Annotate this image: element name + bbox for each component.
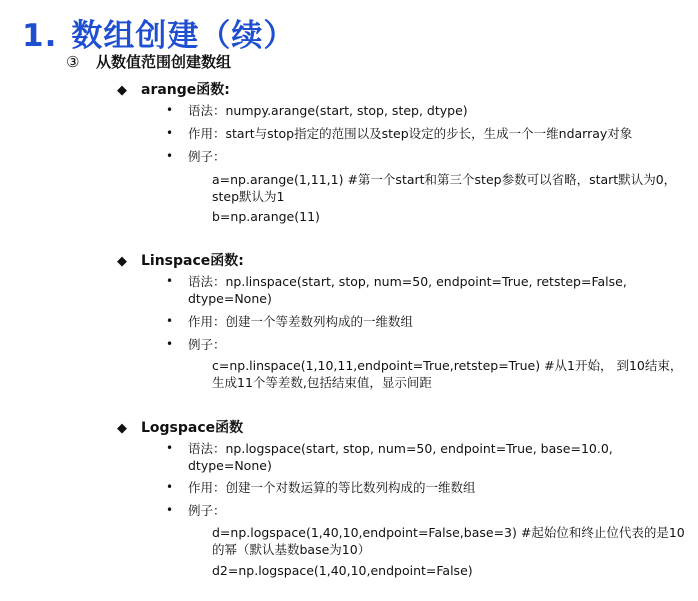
example-code: d=np.logspace(1,40,10,endpoint=False,base=3) #起始位和终止位代表的是10的幂（默认基数base为10）	[212, 525, 685, 557]
page-title	[22, 10, 295, 55]
syntax-text: 语法：numpy.arange(start, stop, step, dtype)	[188, 103, 468, 118]
title-number: 1.	[22, 18, 58, 54]
example-label-item	[166, 148, 686, 165]
example-code: b=np.arange(11)	[212, 209, 320, 224]
diamond-bullet-icon: ◆	[117, 83, 127, 98]
bullet-dot-icon: •	[166, 337, 174, 351]
syntax-item	[166, 273, 686, 307]
section-heading-text: Linspace函数:	[141, 253, 244, 269]
example-label: 例子：	[188, 149, 226, 164]
purpose-item	[166, 479, 686, 496]
subheading	[66, 51, 231, 72]
title-text: 数组创建（续）	[71, 18, 296, 54]
example-code: a=np.arange(1,11,1) #第一个start和第三个step参数可以省略，start默认为0，step默认为1	[212, 172, 677, 204]
subheading-text: 从数值范围创建数组	[96, 53, 232, 71]
section-heading-text: arange函数:	[141, 82, 230, 98]
purpose-item	[166, 313, 686, 330]
bullet-dot-icon: •	[166, 126, 174, 140]
bullet-dot-icon: •	[166, 480, 174, 494]
example-code: c=np.linspace(1,10,11,endpoint=True,retstep=True) #从1开始， 到10结束，生成11个等差数,包括结束值，显示间距	[212, 358, 683, 390]
bullet-dot-icon: •	[166, 441, 174, 455]
circled-number-marker: ③	[66, 53, 80, 71]
bullet-dot-icon: •	[166, 149, 174, 163]
purpose-text: 作用：创建一个等差数列构成的一维数组	[188, 314, 414, 329]
syntax-text: 语法：np.linspace(start, stop, num=50, endpoint=True, retstep=False, dtype=None)	[188, 274, 627, 306]
diamond-bullet-icon: ◆	[117, 421, 127, 436]
syntax-item	[166, 440, 686, 474]
example-label: 例子：	[188, 337, 226, 352]
section-heading-text: Logspace函数	[141, 420, 244, 436]
bullet-dot-icon: •	[166, 314, 174, 328]
syntax-text: 语法：np.logspace(start, stop, num=50, endpoint=True, base=10.0, dtype=None)	[188, 441, 613, 473]
section-heading-linspace	[117, 250, 244, 270]
bullet-dot-icon: •	[166, 503, 174, 517]
section-heading-arange	[117, 79, 230, 99]
bullet-dot-icon: •	[166, 274, 174, 288]
example-label-item	[166, 336, 686, 353]
purpose-item	[166, 125, 686, 142]
example-label-item	[166, 502, 686, 519]
purpose-text: 作用：start与stop指定的范围以及step设定的步长，生成一个一维ndarray对象	[188, 126, 633, 141]
syntax-item	[166, 102, 686, 119]
bullet-dot-icon: •	[166, 103, 174, 117]
section-heading-logspace	[117, 417, 243, 437]
diamond-bullet-icon: ◆	[117, 254, 127, 269]
example-label: 例子：	[188, 503, 226, 518]
purpose-text: 作用：创建一个对数运算的等比数列构成的一维数组	[188, 480, 476, 495]
example-code: d2=np.logspace(1,40,10,endpoint=False)	[212, 563, 473, 578]
